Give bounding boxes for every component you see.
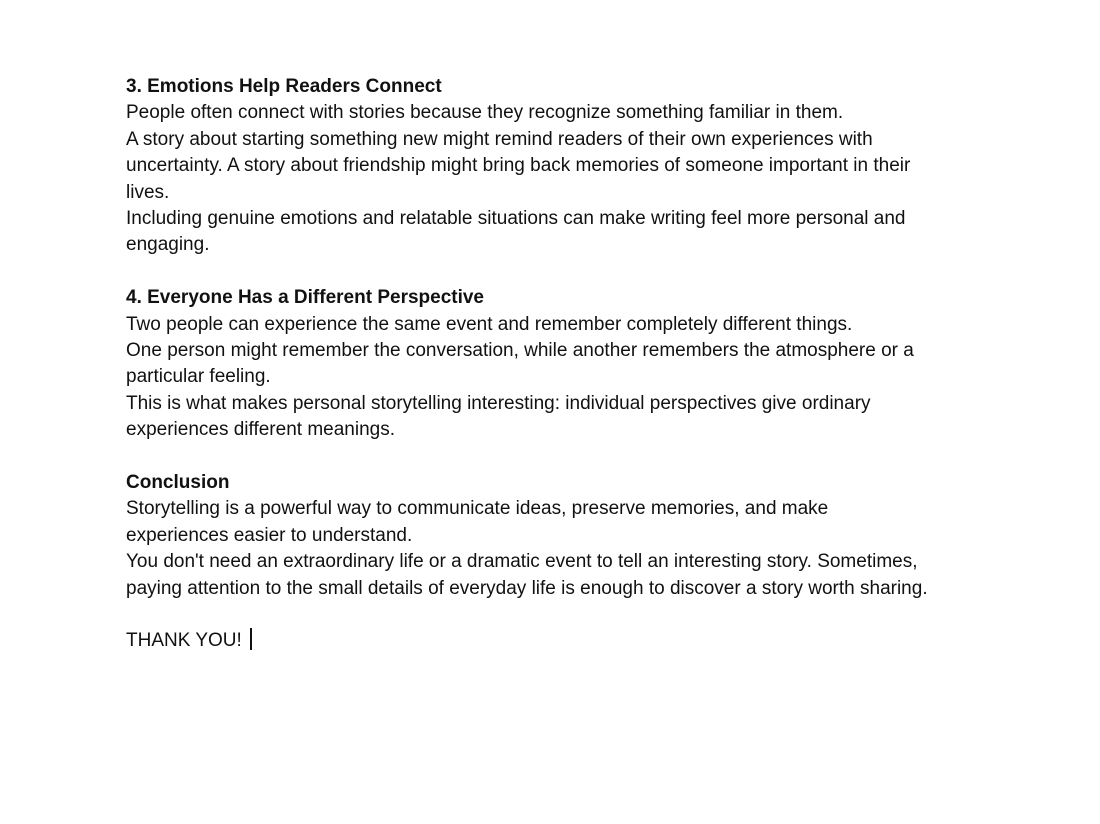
section-heading: 4. Everyone Has a Different Perspective [126,287,485,309]
section-heading: Conclusion [126,472,230,494]
paragraph-line: Storytelling is a powerful way to communicate ideas, preserve memories, and make [126,498,829,520]
text-cursor [250,628,253,650]
paragraph-line: One person might remember the conversation, while another remembers the atmosphere or a [126,340,914,362]
paragraph-line: Including genuine emotions and relatable situations can make writing feel more personal and [126,208,906,230]
paragraph-line: paying attention to the small details of everyday life is enough to discover a story worth sharing. [126,577,928,599]
paragraph-line: You don't need an extraordinary life or a dramatic event to tell an interesting story. Sometimes, [126,551,918,573]
paragraph-line: experiences easier to understand. [126,524,413,546]
section-conclusion [126,470,986,602]
section-perspective [126,285,986,443]
paragraph-line: particular feeling. [126,366,271,388]
paragraph-line: experiences different meanings. [126,419,395,441]
paragraph-line: This is what makes personal storytelling interesting: individual perspectives give ordinary [126,392,871,414]
paragraph-line: Two people can experience the same event and remember completely different things. [126,313,853,335]
paragraph-line: uncertainty. A story about friendship might bring back memories of someone important in their [126,155,911,177]
paragraph-line: People often connect with stories because they recognize something familiar in them. [126,102,844,124]
paragraph-line: engaging. [126,234,210,256]
closing-line [126,628,986,654]
paragraph-line: lives. [126,181,170,203]
paragraph-line: A story about starting something new might remind readers of their own experiences with [126,128,873,150]
closing-text: THANK YOU! [126,630,242,652]
section-emotions [126,74,986,259]
section-heading: 3. Emotions Help Readers Connect [126,76,442,97]
